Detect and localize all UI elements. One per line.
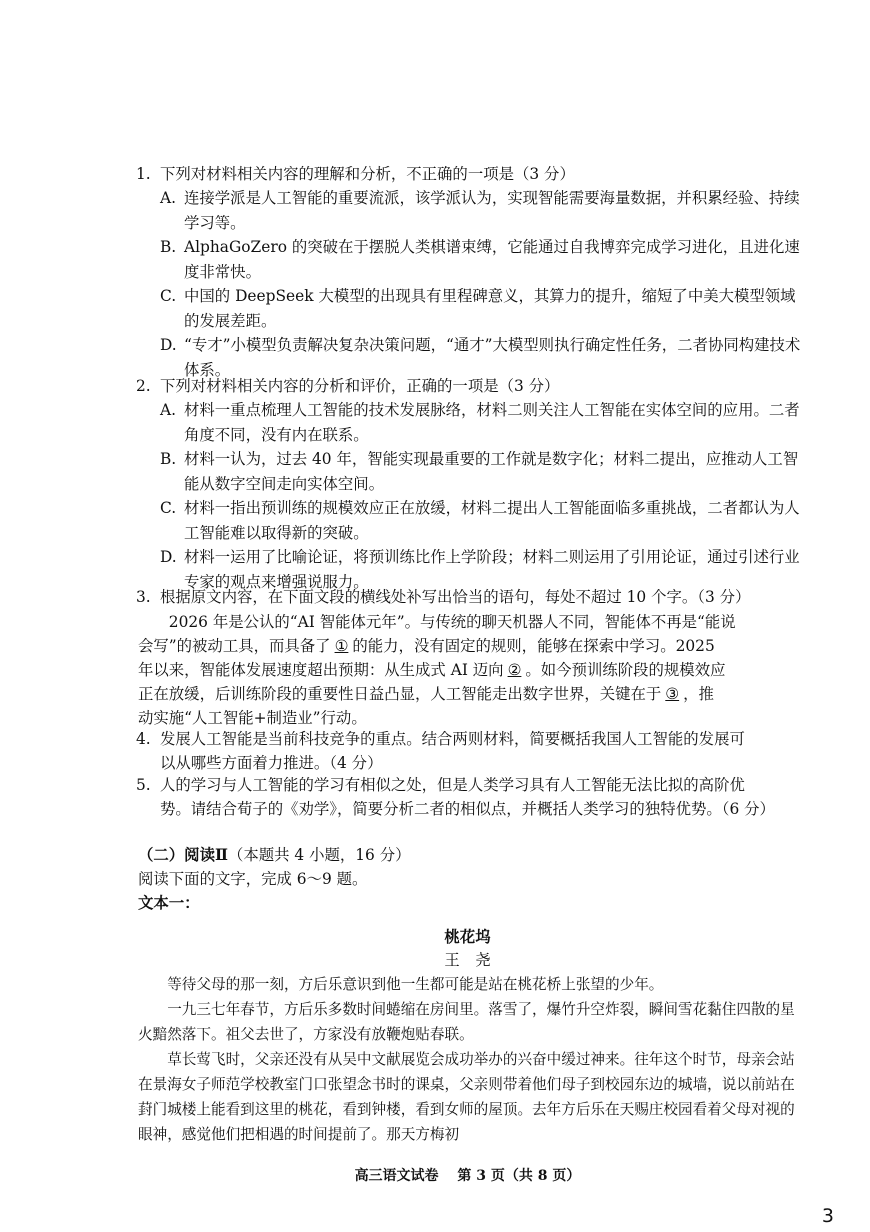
- passage-text: 正在放缓，后训练阶段的重要性日益凸显，人工智能走出数字世界，关键在于: [138, 685, 662, 703]
- passage-line: [138, 682, 800, 706]
- question-text: 发展人工智能是当前科技竞争的重点。结合两则材料，简要概括我国人工智能的发展可: [160, 730, 745, 748]
- option-label: A.: [160, 189, 177, 207]
- option-a: [160, 398, 810, 447]
- section-note: （本题共 4 小题，16 分）: [227, 846, 411, 864]
- story-paragraph: 一九三七年春节，方后乐多数时间蜷缩在房间里。落雪了，爆竹升空炸裂，瞬间雪花黏住四散的星火黯然落下。祖父去世了，方家没有放鞭炮贴春联。: [138, 1001, 795, 1043]
- question-2-stem: [136, 374, 559, 398]
- story-paragraph: 草长莺飞时，父亲还没有从吴中文献展览会成功举办的兴奋中缓过神来。往年这个时节，母亲会站在景海女子师范学校教室门口张望念书时的课桌，父亲则带着他们母子到校园东边的城墙，说以前站在葑门城楼上能看到这里的桃花，看到钟楼，看到女师的屋顶。去年方后乐在天赐庄校园看着父母对视的眼神，感觉他们把相遇的时间提前了。那天方梅初: [138, 1051, 795, 1143]
- section-title: （二）阅读Ⅱ: [138, 846, 228, 864]
- question-5: [136, 773, 745, 797]
- option-label: A.: [160, 401, 177, 419]
- option-text: AlphaGoZero 的突破在于摆脱人类棋谱束缚，它能通过自我博弈完成学习进化，且进化速度非常快。: [184, 238, 800, 281]
- option-text: 连接学派是人工智能的重要流派，该学派认为，实现智能需要海量数据，并积累经验、持续学习等。: [184, 189, 800, 232]
- question-number: 2.: [136, 377, 151, 395]
- story-body: [138, 972, 800, 1147]
- option-text: “专才”小模型负责解决复杂决策问题，“通才”大模型则执行确定性任务，二者协同构建技术体系。: [184, 336, 801, 379]
- option-text: 材料一运用了比喻论证，将预训练比作上学阶段；材料二则运用了引用论证，通过引述行业专家的观点来增强说服力。: [184, 548, 800, 591]
- passage-text: 的能力，没有固定的规则，能够在探索中学习。2025: [352, 637, 715, 655]
- option-text: 材料一重点梳理人工智能的技术发展脉络，材料二则关注人工智能在实体空间的应用。二者角度不同，没有内在联系。: [184, 401, 800, 444]
- option-label: B.: [160, 450, 177, 468]
- option-c: [160, 496, 810, 545]
- question-4-cont: 以从哪些方面着力推进。（4 分）: [160, 754, 383, 772]
- option-label: D.: [160, 336, 177, 354]
- passage-text: 。如今预训练阶段的规模效应: [525, 661, 726, 679]
- story-title: 桃花坞: [444, 928, 491, 946]
- passage-line: [138, 658, 800, 682]
- question-1-options: [160, 186, 810, 382]
- question-2-options: [160, 398, 810, 594]
- story-paragraph: 等待父母的那一刻，方后乐意识到他一生都可能是站在桃花桥上张望的少年。: [167, 976, 664, 993]
- option-b: [160, 235, 810, 284]
- question-text: 下列对材料相关内容的分析和评价，正确的一项是（3 分）: [160, 377, 560, 395]
- question-text: 人的学习与人工智能的学习有相似之处，但是人类学习具有人工智能无法比拟的高阶优: [160, 776, 745, 794]
- question-number: 5.: [136, 776, 151, 794]
- question-text: 根据原文内容，在下面文段的横线处补写出恰当的语句，每处不超过 10 个字。（3 分）: [160, 588, 751, 606]
- question-3-passage: [138, 610, 800, 730]
- passage-text: 会写”的被动工具，而具备了: [138, 637, 331, 655]
- text-label: 文本一：: [138, 894, 200, 912]
- passage-text: ，推: [683, 685, 714, 703]
- question-4: [136, 727, 745, 751]
- fill-blank-2[interactable]: ②: [507, 661, 522, 679]
- question-text: 下列对材料相关内容的理解和分析，不正确的一项是（3 分）: [160, 165, 575, 183]
- passage-text: 年以来，智能体发展速度超出预期：从生成式 AI 迈向: [138, 661, 504, 679]
- option-a: [160, 186, 810, 235]
- option-label: B.: [160, 238, 177, 256]
- page-number: 3: [821, 1205, 834, 1227]
- question-5-cont: 势。请结合荀子的《劝学》，简要分析二者的相似点，并概括人类学习的独特优势。（6 分）: [160, 800, 775, 818]
- question-3-stem: [136, 585, 750, 609]
- fill-blank-3[interactable]: ③: [665, 685, 680, 703]
- option-text: 材料一指出预训练的规模效应正在放缓，材料二提出人工智能面临多重挑战，二者都认为人工智能难以取得新的突破。: [184, 499, 800, 542]
- page-footer: 高三语文试卷 第 3 页（共 8 页）: [354, 1168, 581, 1184]
- passage-line: [138, 634, 800, 658]
- option-label: C.: [160, 287, 177, 305]
- option-b: [160, 447, 810, 496]
- story-author: 王 尧: [444, 951, 491, 969]
- question-number: 3.: [136, 588, 151, 606]
- passage-line: 动实施“人工智能+制造业”行动。: [138, 709, 367, 727]
- section-heading: [138, 843, 411, 867]
- question-number: 1.: [136, 165, 151, 183]
- passage-line: 2026 年是公认的“AI 智能体元年”。与传统的聊天机器人不同，智能体不再是“能说: [168, 613, 736, 631]
- option-c: [160, 284, 810, 333]
- question-1-stem: [136, 162, 575, 186]
- question-number: 4.: [136, 730, 151, 748]
- option-label: D.: [160, 548, 177, 566]
- section-instruction: 阅读下面的文字，完成 6～9 题。: [138, 870, 368, 888]
- option-text: 中国的 DeepSeek 大模型的出现具有里程碑意义，其算力的提升，缩短了中美大模型领域的发展差距。: [184, 287, 796, 330]
- option-text: 材料一认为，过去 40 年，智能实现最重要的工作就是数字化；材料二提出，应推动人工智能从数字空间走向实体空间。: [184, 450, 799, 493]
- option-label: C.: [160, 499, 177, 517]
- fill-blank-1[interactable]: ①: [334, 637, 349, 655]
